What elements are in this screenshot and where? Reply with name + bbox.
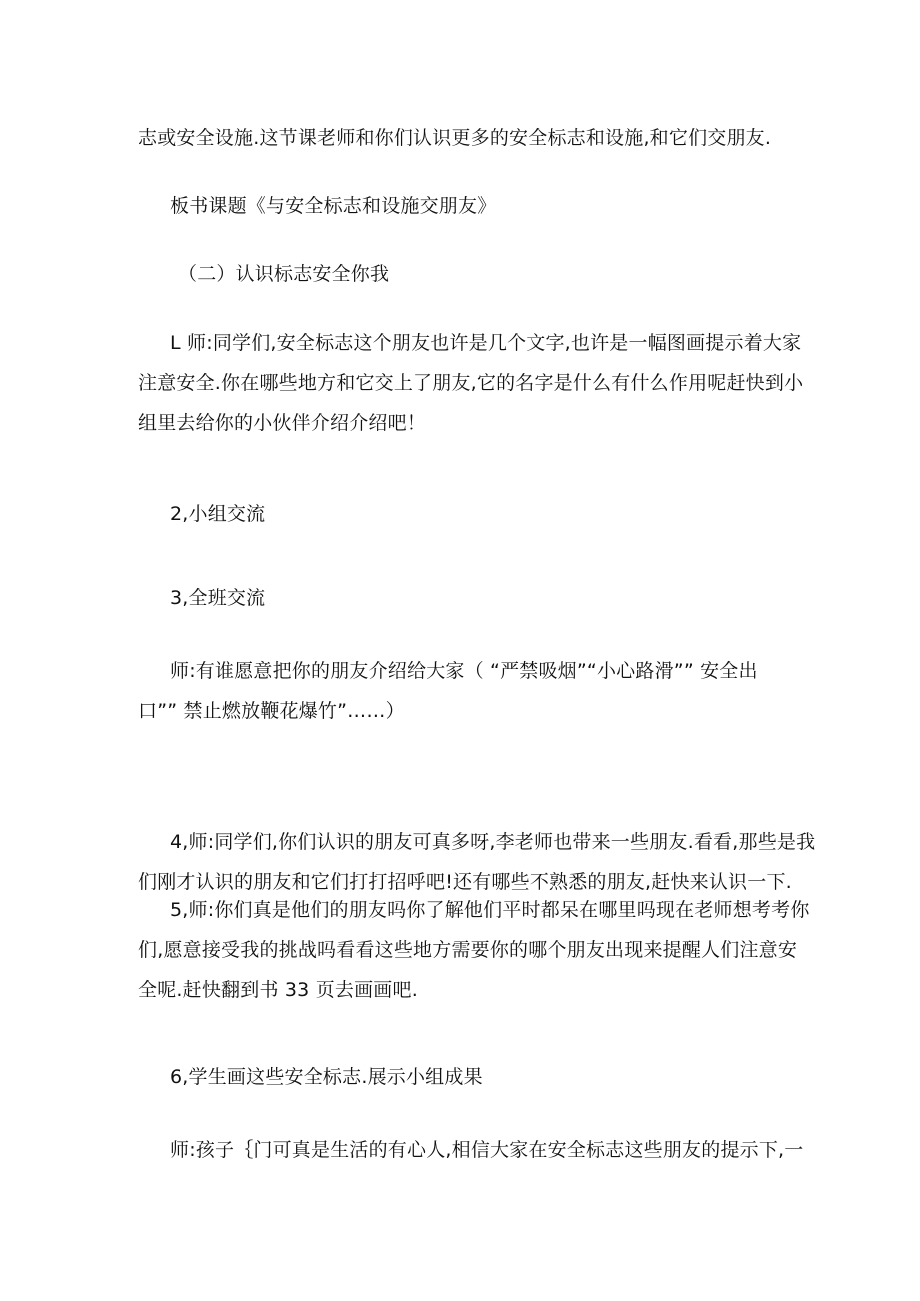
paragraph-9-line-1: 5,师:你们真是他们的朋友吗你了解他们平时都呆在哪里吗现在老师想考考你: [170, 899, 810, 921]
paragraph-7-line-1: 师:有谁愿意把你的朋友介绍给大家（ “严禁吸烟”“小心路滑”” 安全出: [170, 660, 758, 682]
paragraph-4-line-3: 组里去给你的小伙伴介绍介绍吧！: [138, 412, 427, 434]
paragraph-4-line-2: 注意安全.你在哪些地方和它交上了朋友,它的名字是什么有什么作用呢赶快到小: [138, 372, 804, 394]
paragraph-10-line-1: 6,学生画这些安全标志.展示小组成果: [170, 1066, 483, 1088]
paragraph-7-line-2: 口”” 禁止燃放鞭花爆竹”……）: [138, 700, 405, 722]
paragraph-11: [138, 1130, 820, 1170]
paragraph-5-line-1: 2,小组交流: [170, 503, 266, 525]
paragraph-11-line-1: 师:孩子｛门可真是生活的有心人,相信大家在安全标志这些朋友的提示下,一: [170, 1139, 804, 1161]
paragraph-1: [138, 118, 788, 158]
paragraph-9: [138, 890, 820, 1010]
paragraph-1-line-1: 志或安全设施.这节课老师和你们认识更多的安全标志和设施,和它们交朋友.: [138, 127, 772, 149]
paragraph-6: [138, 578, 820, 618]
paragraph-3-line-1: （二）认识标志安全你我: [178, 263, 390, 285]
paragraph-9-line-3: 全呢.赶快翻到书 33 页去画画吧.: [138, 979, 418, 1001]
paragraph-6-line-1: 3,全班交流: [170, 587, 266, 609]
paragraph-4: [138, 323, 820, 443]
paragraph-8-line-1: 4,师:同学们,你们认识的朋友可真多呀,李老师也带来一些朋友.看看,那些是我: [170, 831, 816, 853]
paragraph-2-board-title: [138, 186, 820, 226]
paragraph-9-line-2: 们,愿意接受我的挑战吗看看这些地方需要你的哪个朋友出现来提醒人们注意安: [138, 939, 798, 961]
paragraph-3-section-heading: [138, 254, 828, 294]
paragraph-8-line-2: 们刚才认识的朋友和它们打打招呼吧!还有哪些不熟悉的朋友,赶快来认识一下.: [138, 871, 792, 893]
paragraph-4-line-1: L 师:同学们,安全标志这个朋友也许是几个文字,也许是一幅图画提示着大家: [170, 332, 802, 354]
paragraph-10: [138, 1057, 820, 1097]
paragraph-7: [138, 651, 820, 731]
paragraph-5: [138, 494, 820, 534]
paragraph-2-line-1: 板书课题《与安全标志和设施交朋友》: [170, 195, 497, 217]
